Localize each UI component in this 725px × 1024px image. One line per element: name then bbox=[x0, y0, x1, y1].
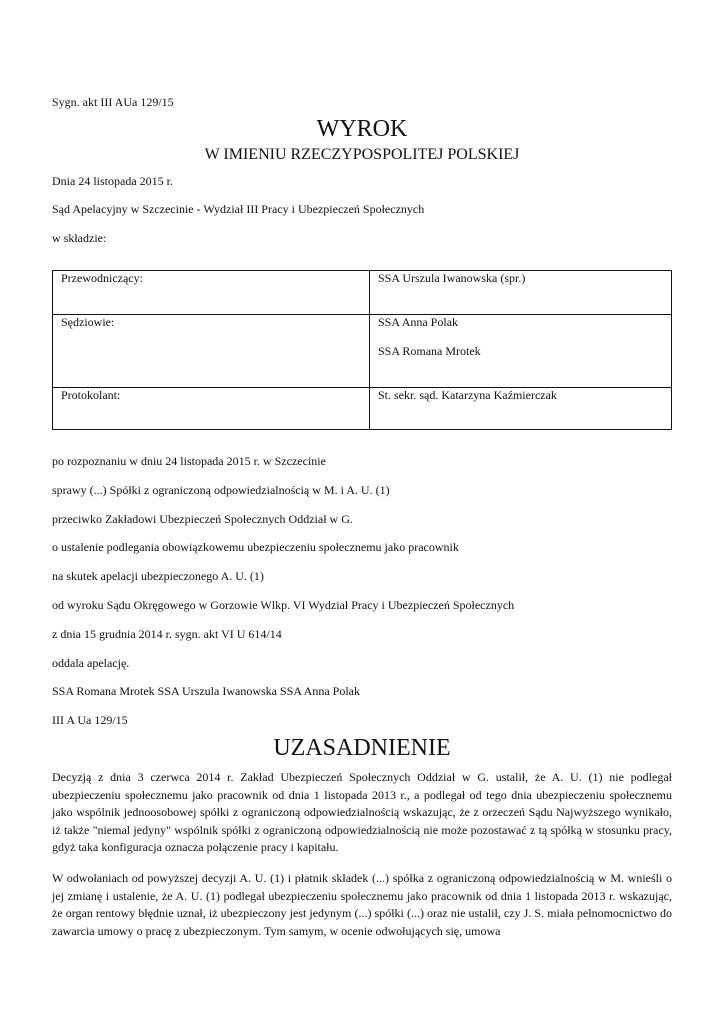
clerk-name: St. sekr. sąd. Katarzyna Kaźmierczak bbox=[370, 388, 672, 430]
document-title: WYROK bbox=[316, 116, 408, 142]
ruling-decision: oddala apelację. bbox=[52, 656, 130, 670]
document-subtitle: W IMIENIU RZECZYPOSPOLITEJ POLSKIEJ bbox=[204, 146, 520, 163]
case-number: Sygn. akt III AUa 129/15 bbox=[52, 95, 174, 109]
judges-cell bbox=[370, 315, 672, 388]
case-number-secondary: III A Ua 129/15 bbox=[52, 713, 128, 727]
presiding-judge: SSA Urszula Iwanowska (spr.) bbox=[370, 271, 672, 315]
ruling-line: sprawy (...) Spółki z ograniczoną odpowiedzialnością w M. i A. U. (1) bbox=[52, 483, 390, 497]
table-row bbox=[53, 271, 672, 315]
table-row bbox=[53, 388, 672, 430]
role-clerk: Protokolant: bbox=[53, 388, 370, 430]
justification-title: UZASADNIENIE bbox=[273, 735, 451, 761]
ruling-line: o ustalenie podlegania obowiązkowemu ubezpieczeniu społecznemu jako pracownik bbox=[52, 540, 459, 554]
ruling-line: z dnia 15 grudnia 2014 r. sygn. akt VI U 614/14 bbox=[52, 627, 282, 641]
court-name: Sąd Apelacyjny w Szczecinie - Wydział III Pracy i Ubezpieczeń Społecznych bbox=[52, 202, 425, 216]
ruling-line: po rozpoznaniu w dniu 24 listopada 2015 r. w Szczecinie bbox=[52, 454, 326, 468]
justification-paragraph: Decyzją z dnia 3 czerwca 2014 r. Zakład Ubezpieczeń Społecznych Oddział w G. ustalił, że A. U. (1) nie podlegał ubezpieczeniu społecznemu jako pracownik od dnia 1 listopada 2013 r., a podlegał od tego dnia ubezpieczeniu społecznemu jako wspólnik jednoosobowej spółki z ograniczoną odpowiedzialnością wskazując, że z orzeczeń Sądu Najwyższego wynikało, iż także "niemal jedyny" wspólnik spółki z ograniczoną odpowiedzialnością nie może pozostawać z tą spółką w stosunku pracy, gdyż taka konfiguracja oznacza połączenie pracy i kapitału. bbox=[52, 770, 672, 855]
ruling-line: na skutek apelacji ubezpieczonego A. U. (1) bbox=[52, 569, 264, 583]
signatures: SSA Romana Mrotek SSA Urszula Iwanowska SSA Anna Polak bbox=[52, 684, 361, 698]
judge-name: SSA Anna Polak bbox=[378, 315, 459, 329]
judge-name: SSA Romana Mrotek bbox=[378, 344, 481, 358]
table-row bbox=[53, 315, 672, 388]
role-judges: Sędziowie: bbox=[53, 315, 370, 388]
ruling-line: przeciwko Zakładowi Ubezpieczeń Społecznych Oddział w G. bbox=[52, 512, 353, 526]
composition-intro: w składzie: bbox=[52, 231, 107, 245]
court-composition-table bbox=[52, 270, 672, 430]
ruling-line: od wyroku Sądu Okręgowego w Gorzowie Wlkp. VI Wydział Pracy i Ubezpieczeń Społecznych bbox=[52, 598, 515, 612]
judgment-date: Dnia 24 listopada 2015 r. bbox=[52, 174, 173, 188]
justification-paragraph: W odwołaniach od powyższej decyzji A. U. (1) i płatnik składek (...) spółka z ograniczoną odpowiedzialnością w M. wnieśli o jej zmianę i ustalenie, że A. U. (1) podlegał ubezpieczeniu społecznemu jako pracownik od dnia 1 listopada 2013 r. wskazując, że organ rentowy błędnie uznał, iż ubezpieczony jest jedynym (...) spółki (...) oraz nie ustalił, czy J. S. miała pełnomocnictwo do zawarcia umowy o pracę z ubezpieczonym. Tym samym, w ocenie odwołujących się, umowa bbox=[52, 871, 672, 938]
role-presiding: Przewodniczący: bbox=[53, 271, 370, 315]
